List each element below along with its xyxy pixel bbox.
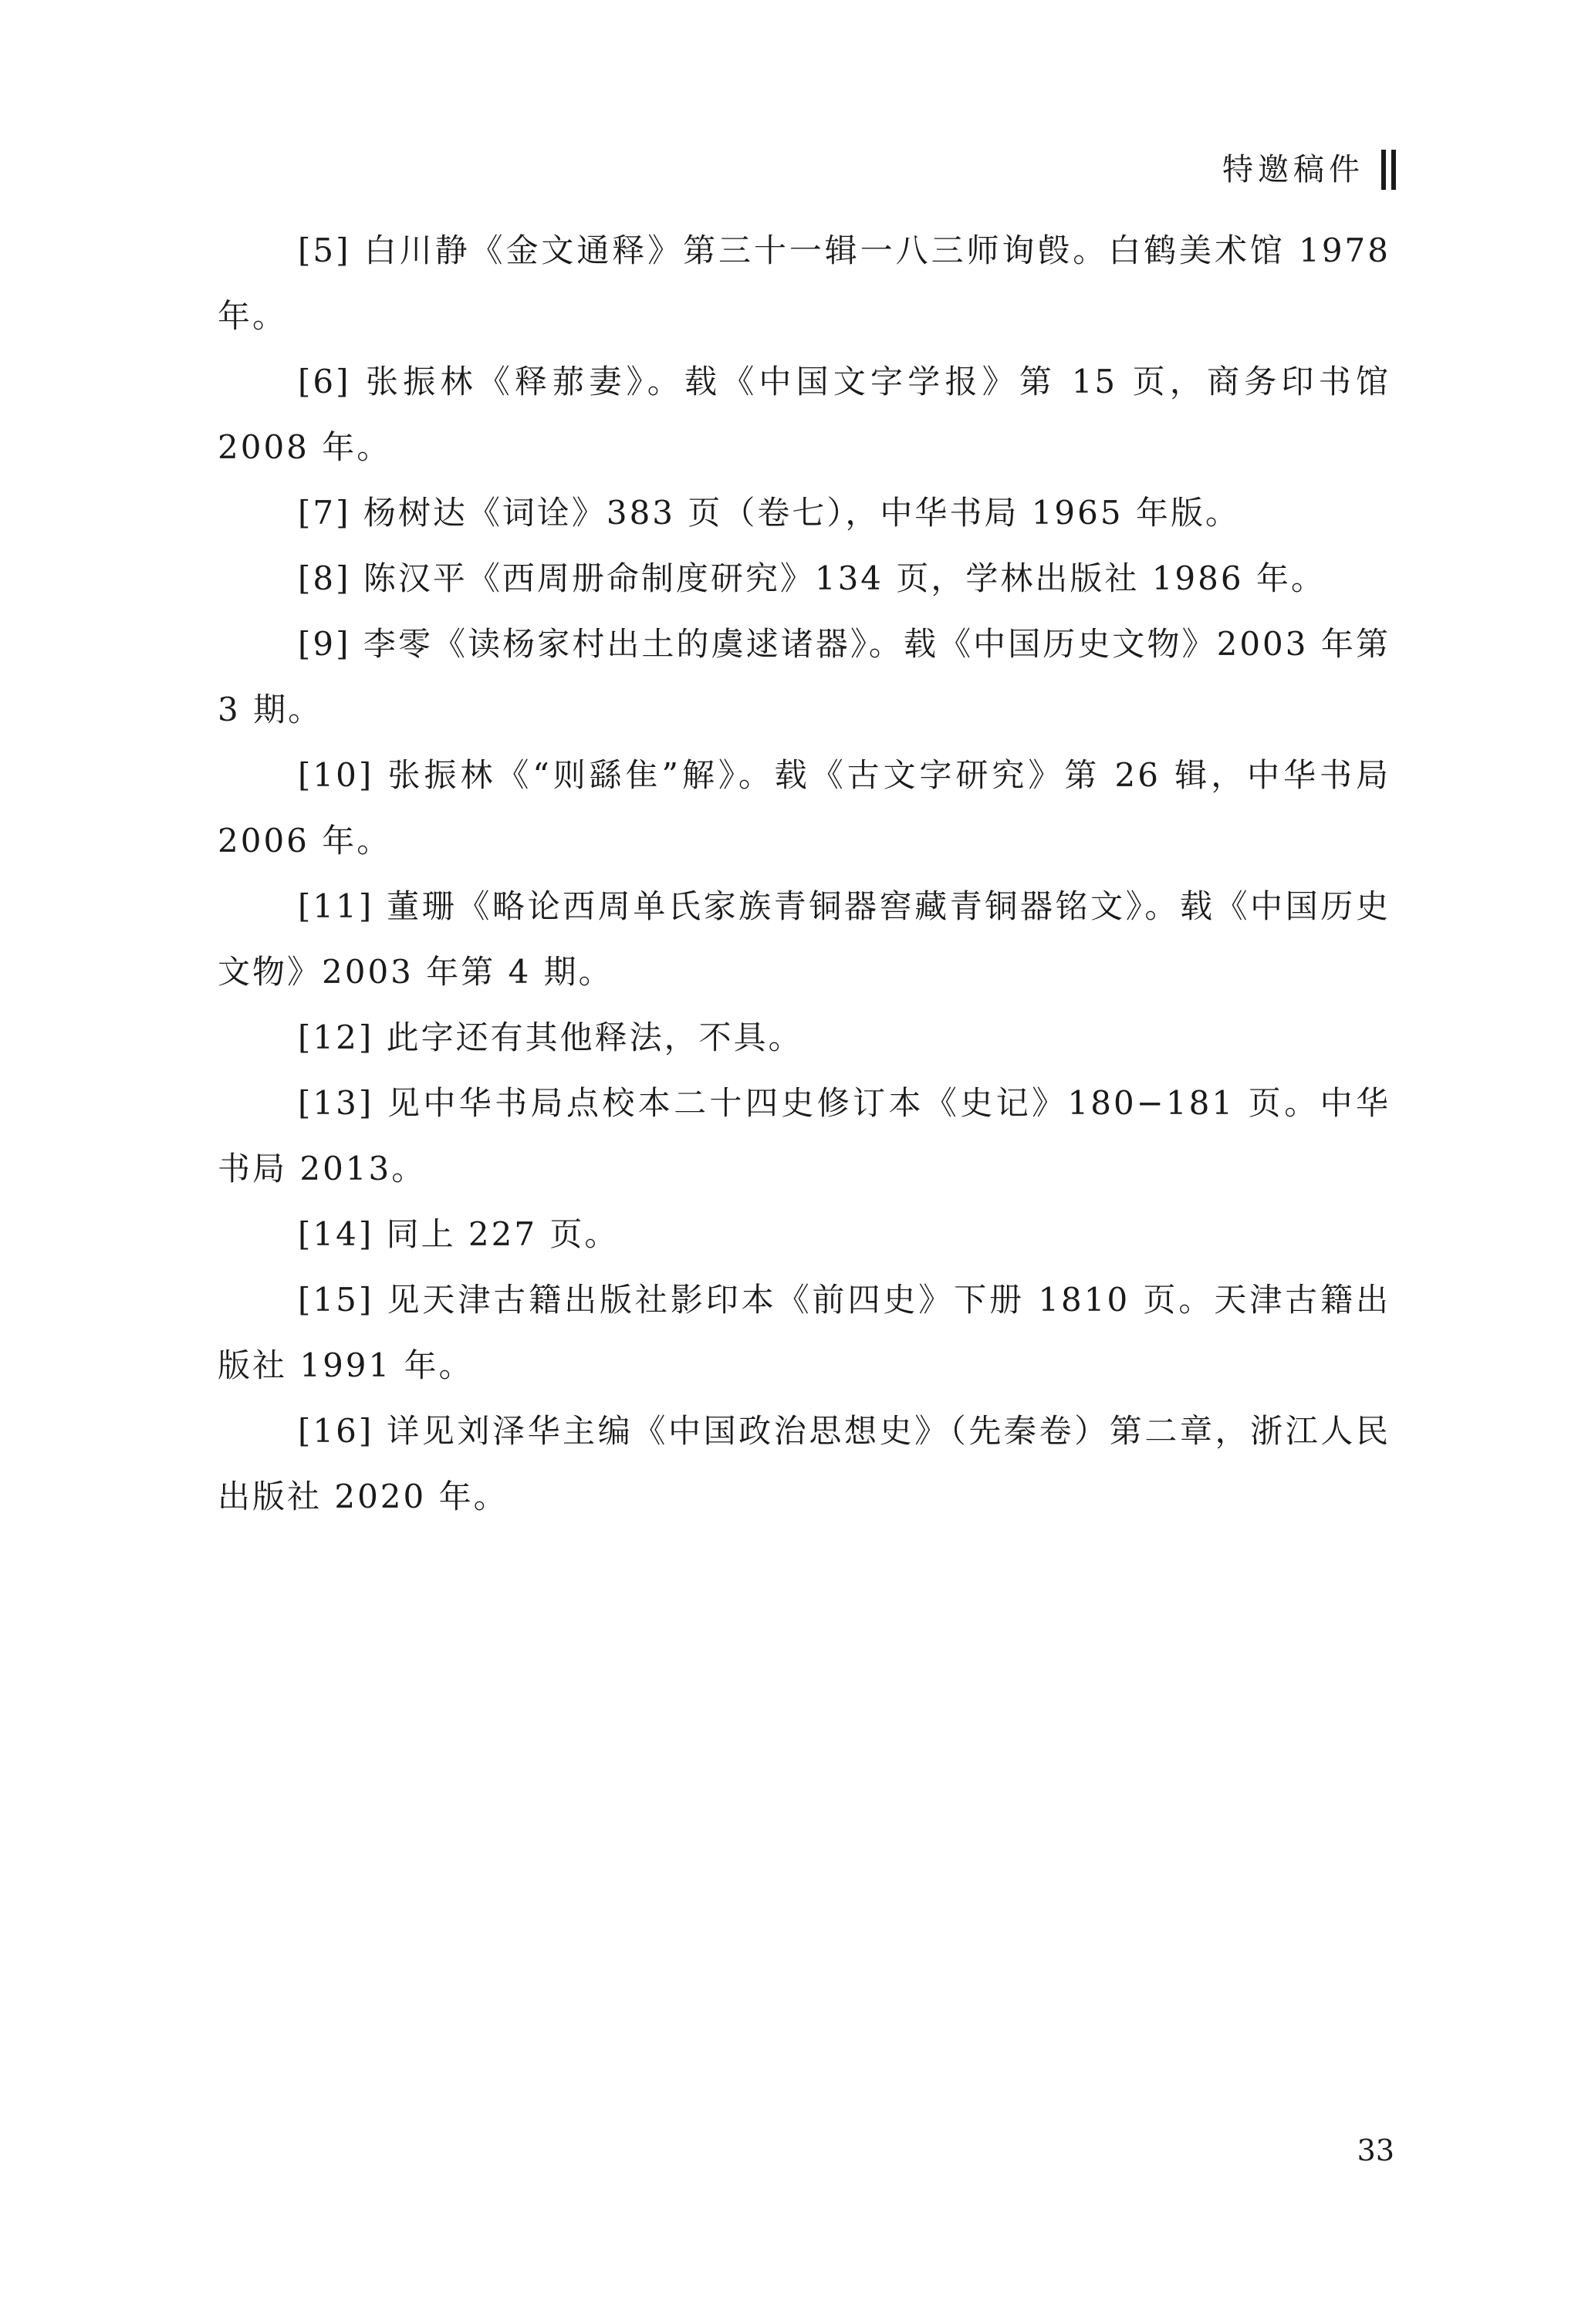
endnote-8: [8] 陈汉平《西周册命制度研究》134 页，学林出版社 1986 年。 <box>298 559 1326 597</box>
section-title: 特邀稿件 <box>1222 152 1364 187</box>
page-number: 33 <box>1357 2133 1394 2167</box>
endnote-16: [16] 详见刘泽华主编《中国政治思想史》（先秦卷）第二章，浙江人民出版社 2020 年。 <box>218 1412 1391 1515</box>
endnote-6: [6] 张振林《释𦰡妻》。载《中国文字学报》第 15 页，商务印书馆 2008 年。 <box>218 363 1391 466</box>
endnote-7: [7] 杨树达《词诠》383 页（卷七），中华书局 1965 年版。 <box>298 494 1240 532</box>
endnote-15: [15] 见天津古籍出版社影印本《前四史》下册 1810 页。天津古籍出版社 1991 年。 <box>218 1281 1391 1384</box>
endnote-5: [5] 白川静《金文通释》第三十一辑一八三师询㲃。白鹤美术馆 1978 年。 <box>218 231 1391 335</box>
endnote-9: [9] 李零《读杨家村出土的虞逑诸器》。载《中国历史文物》2003 年第 3 期。 <box>218 625 1391 728</box>
endnote-12: [12] 此字还有其他释法，不具。 <box>298 1018 803 1056</box>
bar-mark <box>1381 150 1386 190</box>
endnote-14: [14] 同上 227 页。 <box>298 1215 620 1253</box>
endnote-10: [10] 张振林《“则繇隹”解》。载《古文字研究》第 26 辑，中华书局 2006 年。 <box>218 756 1391 860</box>
endnote-11: [11] 董珊《略论西周单氏家族青铜器窖藏青铜器铭文》。载《中国历史文物》2003 年第 4 期。 <box>218 887 1391 991</box>
running-head <box>1222 147 1396 193</box>
double-bar-ornament <box>1381 150 1396 190</box>
bar-mark <box>1391 150 1396 190</box>
endnote-13: [13] 见中华书局点校本二十四史修订本《史记》180−181 页。中华书局 2013。 <box>218 1084 1391 1187</box>
endnotes-list <box>218 218 1391 1529</box>
